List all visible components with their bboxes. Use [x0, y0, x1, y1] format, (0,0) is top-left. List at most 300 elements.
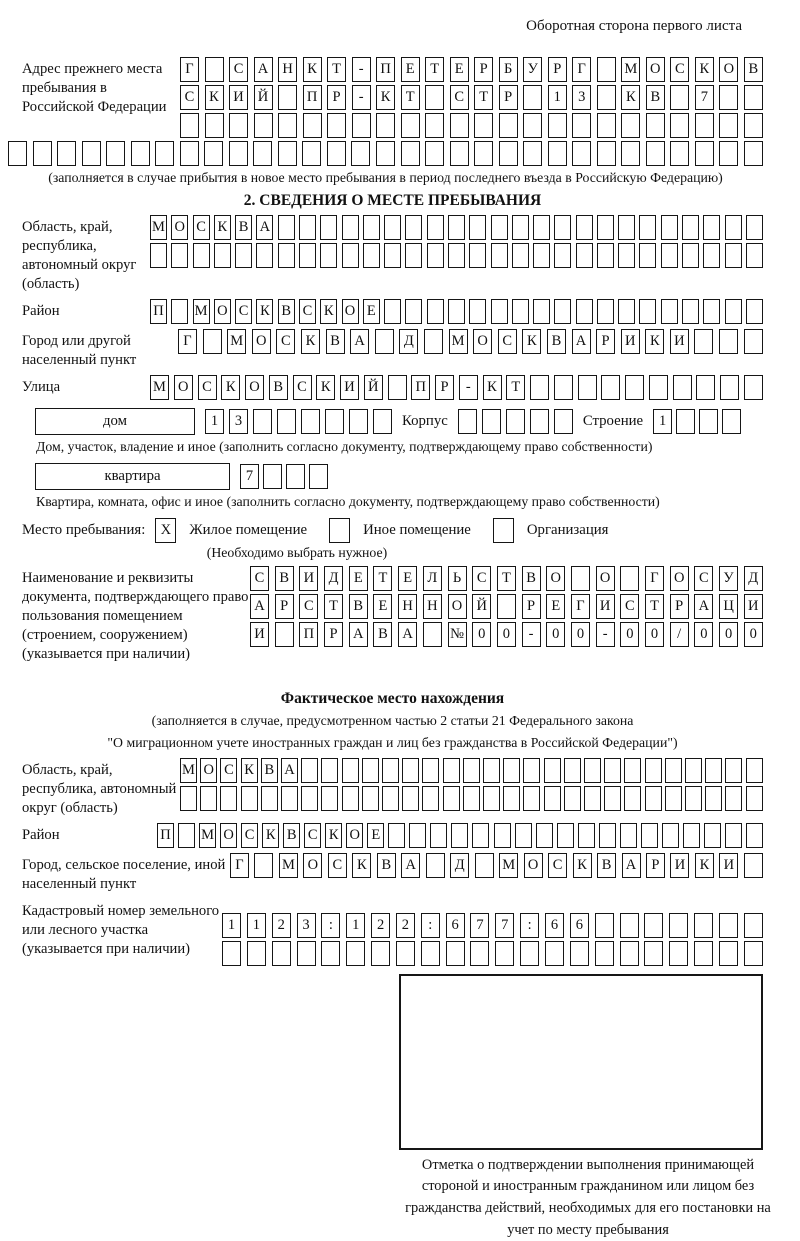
char-box: Р [646, 853, 665, 878]
char-box: М [150, 215, 167, 240]
char-box: В [278, 299, 295, 324]
option-residential-label: Жилое помещение [189, 521, 308, 538]
char-box: Р [670, 594, 689, 619]
char-box: В [275, 566, 294, 591]
char-box: С [472, 566, 491, 591]
char-box [450, 141, 469, 166]
char-box [533, 215, 550, 240]
char-box [342, 758, 359, 783]
char-box [554, 215, 571, 240]
apartment-cells [240, 464, 328, 489]
char-box: Г [572, 57, 591, 82]
char-box [448, 215, 465, 240]
char-box [703, 243, 720, 268]
char-box: К [214, 215, 231, 240]
char-box [301, 786, 318, 811]
char-box [482, 409, 501, 434]
char-box: Р [499, 85, 518, 110]
char-box: Е [373, 594, 392, 619]
prev-address-label: Адрес прежнего места пребывания в Российской Федерации [22, 61, 167, 115]
char-box [646, 113, 665, 138]
char-box [523, 141, 542, 166]
actual-region-field [22, 758, 800, 818]
char-box: С [498, 329, 517, 354]
char-box [430, 823, 447, 848]
char-row [180, 786, 763, 811]
char-row [230, 853, 763, 878]
char-box [746, 786, 763, 811]
char-box: Б [499, 57, 518, 82]
char-box [229, 141, 248, 166]
char-box [695, 141, 714, 166]
char-box [106, 141, 125, 166]
char-box: А [572, 329, 591, 354]
stroenie-label: Строение [582, 412, 644, 429]
char-box [424, 329, 443, 354]
char-box: И [621, 329, 640, 354]
char-box: 1 [548, 85, 567, 110]
char-box: С [241, 823, 258, 848]
char-box [33, 141, 52, 166]
stamp-box [399, 974, 763, 1150]
char-box [564, 758, 581, 783]
char-box [506, 409, 525, 434]
char-box: М [150, 375, 169, 400]
char-box [277, 409, 296, 434]
char-box [278, 85, 297, 110]
char-box [682, 215, 699, 240]
char-box: К [621, 85, 640, 110]
char-box [544, 758, 561, 783]
char-box [665, 786, 682, 811]
char-box [220, 786, 237, 811]
char-box: Т [497, 566, 516, 591]
char-box: П [157, 823, 174, 848]
char-box [351, 141, 370, 166]
char-row [250, 622, 763, 647]
char-box [661, 215, 678, 240]
char-box: В [597, 853, 616, 878]
char-box: И [340, 375, 359, 400]
char-box [475, 853, 494, 878]
char-box: В [377, 853, 396, 878]
char-box [491, 243, 508, 268]
char-box: К [262, 823, 279, 848]
house-row [35, 408, 800, 435]
char-box: К [316, 375, 335, 400]
char-box: В [326, 329, 345, 354]
char-box [682, 243, 699, 268]
char-box: 7 [495, 913, 514, 938]
char-box: Д [744, 566, 763, 591]
char-box [388, 375, 407, 400]
char-box: В [744, 57, 763, 82]
char-box [320, 243, 337, 268]
char-box [571, 566, 590, 591]
char-box [645, 758, 662, 783]
stamp-area [399, 974, 779, 1241]
char-box: Д [324, 566, 343, 591]
char-box: О [473, 329, 492, 354]
char-box: К [376, 85, 395, 110]
char-box [719, 141, 738, 166]
char-box: И [670, 329, 689, 354]
char-box: О [245, 375, 264, 400]
char-box [150, 243, 167, 268]
char-box: К [241, 758, 258, 783]
char-box [670, 113, 689, 138]
char-box: К [645, 329, 664, 354]
char-row [180, 57, 763, 82]
char-box [376, 141, 395, 166]
char-box: Р [474, 57, 493, 82]
char-box: О [252, 329, 271, 354]
char-box [639, 299, 656, 324]
char-box: С [235, 299, 252, 324]
char-box: О [220, 823, 237, 848]
district-label: Район [22, 302, 60, 319]
char-box: О [448, 594, 467, 619]
char-box: Г [645, 566, 664, 591]
char-box [641, 823, 658, 848]
char-box [446, 941, 465, 966]
region-field [22, 215, 800, 294]
char-box: 2 [371, 913, 390, 938]
char-box: 0 [472, 622, 491, 647]
char-box [253, 409, 272, 434]
char-box [523, 786, 540, 811]
char-box [405, 215, 422, 240]
char-box: 0 [497, 622, 516, 647]
char-box: О [174, 375, 193, 400]
char-box: О [303, 853, 322, 878]
char-box [744, 853, 763, 878]
char-box [649, 375, 668, 400]
char-box [278, 141, 297, 166]
char-box [744, 141, 763, 166]
char-box [256, 243, 273, 268]
char-box [523, 85, 542, 110]
char-box [499, 141, 518, 166]
char-box [744, 941, 763, 966]
char-box: Е [349, 566, 368, 591]
char-box [584, 786, 601, 811]
char-box [719, 113, 738, 138]
char-box [321, 786, 338, 811]
char-box: 0 [694, 622, 713, 647]
char-box [193, 243, 210, 268]
char-box [570, 941, 589, 966]
char-box [474, 141, 493, 166]
char-box [597, 57, 616, 82]
char-box: С [299, 594, 318, 619]
char-box [572, 113, 591, 138]
char-box: В [349, 594, 368, 619]
char-box: К [483, 375, 502, 400]
char-box [512, 243, 529, 268]
char-box [705, 786, 722, 811]
char-box [554, 375, 573, 400]
char-box [401, 113, 420, 138]
char-box [321, 758, 338, 783]
char-box [362, 758, 379, 783]
char-box [474, 113, 493, 138]
char-box [557, 823, 574, 848]
char-box [469, 215, 486, 240]
char-box: В [261, 758, 278, 783]
char-box [200, 786, 217, 811]
region-label: Область, край, республика, автономный округ (область) [22, 219, 137, 292]
char-box [725, 786, 742, 811]
char-box [286, 464, 305, 489]
char-box: Т [506, 375, 525, 400]
char-box: А [250, 594, 269, 619]
char-box: И [744, 594, 763, 619]
char-box [384, 215, 401, 240]
char-row [250, 594, 763, 619]
char-box [263, 464, 282, 489]
char-box [604, 758, 621, 783]
char-box [699, 409, 718, 434]
char-box [402, 758, 419, 783]
char-box [363, 215, 380, 240]
char-box [376, 113, 395, 138]
char-box [235, 243, 252, 268]
char-box: С [299, 299, 316, 324]
char-box [423, 622, 442, 647]
char-box: Р [596, 329, 615, 354]
checkbox-other-premises [329, 518, 350, 543]
char-box [578, 375, 597, 400]
char-box: Т [425, 57, 444, 82]
char-box: С [229, 57, 248, 82]
char-box: 1 [222, 913, 241, 938]
char-box [214, 243, 231, 268]
char-box [321, 941, 340, 966]
char-box [624, 786, 641, 811]
char-box [746, 823, 763, 848]
char-box: Н [398, 594, 417, 619]
char-box [719, 329, 738, 354]
char-box [425, 113, 444, 138]
char-box [483, 758, 500, 783]
char-box [254, 113, 273, 138]
char-box [536, 823, 553, 848]
city-label: Город или другой населенный пункт [22, 332, 137, 368]
checkbox-organization [493, 518, 514, 543]
street-field [22, 375, 800, 400]
stamp-caption: Отметка о подтверждении выполнения принимающей стороной и иностранным гражданином или лицом без гражданства действий, необходимых для его постановки на учет по месту пребывания [405, 1156, 771, 1238]
char-box [275, 622, 294, 647]
char-box [682, 299, 699, 324]
char-box: О [214, 299, 231, 324]
char-box [604, 786, 621, 811]
char-box [171, 299, 188, 324]
char-box [205, 57, 224, 82]
char-box [299, 243, 316, 268]
actual-location-note-1: (заполняется в случае, предусмотренном частью 2 статьи 21 Федерального закона [151, 712, 634, 728]
document-label: Наименование и реквизиты документа, подтверждающего право пользования помещением (строением, сооружением) (указывается при наличии) [22, 569, 249, 662]
stay-type-label: Место пребывания: [22, 521, 146, 538]
char-box: 7 [695, 85, 714, 110]
char-box: Д [399, 329, 418, 354]
char-box [373, 409, 392, 434]
char-box [483, 786, 500, 811]
char-box: Р [275, 594, 294, 619]
char-box [278, 113, 297, 138]
char-box [427, 243, 444, 268]
char-box [503, 786, 520, 811]
char-row-full-width [8, 141, 763, 166]
char-box: Г [230, 853, 249, 878]
char-box: : [421, 913, 440, 938]
char-box [472, 823, 489, 848]
char-box: - [352, 85, 371, 110]
char-box [422, 758, 439, 783]
char-box [301, 409, 320, 434]
char-box: А [349, 622, 368, 647]
cadastral-label: Кадастровый номер земельного или лесного участка (указывается при наличии) [22, 902, 220, 957]
char-box [382, 786, 399, 811]
char-box: А [401, 853, 420, 878]
char-box: О [719, 57, 738, 82]
char-box: У [523, 57, 542, 82]
char-row [180, 85, 763, 110]
char-box [746, 299, 763, 324]
char-box: А [350, 329, 369, 354]
char-row [180, 758, 763, 783]
char-box: 7 [240, 464, 259, 489]
char-box: А [398, 622, 417, 647]
char-box: О [524, 853, 543, 878]
char-box: Ь [448, 566, 467, 591]
char-box [670, 85, 689, 110]
char-box: Р [324, 622, 343, 647]
char-box: Г [178, 329, 197, 354]
char-box [685, 758, 702, 783]
char-box: В [269, 375, 288, 400]
char-box [254, 853, 273, 878]
char-box [421, 941, 440, 966]
char-box: Т [373, 566, 392, 591]
char-box [82, 141, 101, 166]
char-box [443, 758, 460, 783]
char-box [669, 913, 688, 938]
char-box [247, 941, 266, 966]
char-box: В [283, 823, 300, 848]
char-box [548, 141, 567, 166]
char-box: П [299, 622, 318, 647]
char-box [744, 329, 763, 354]
char-box [683, 823, 700, 848]
char-box: Г [180, 57, 199, 82]
char-box [422, 786, 439, 811]
char-box [342, 243, 359, 268]
prev-address-grid [180, 57, 763, 138]
checkbox-residential: X [155, 518, 176, 543]
char-box: Т [324, 594, 343, 619]
document-grid [250, 566, 763, 647]
char-box: 7 [470, 913, 489, 938]
char-box [204, 141, 223, 166]
char-box [620, 941, 639, 966]
char-box [363, 243, 380, 268]
char-row [150, 243, 763, 268]
char-box: 1 [653, 409, 672, 434]
char-box: С [180, 85, 199, 110]
char-row [222, 913, 763, 938]
stay-type-row [22, 518, 800, 543]
char-box [320, 215, 337, 240]
char-box: К [325, 823, 342, 848]
char-box: 6 [545, 913, 564, 938]
char-box: 1 [247, 913, 266, 938]
char-box [520, 941, 539, 966]
district-field [22, 299, 800, 324]
char-box [278, 215, 295, 240]
char-box [401, 141, 420, 166]
char-box: 2 [272, 913, 291, 938]
actual-city-field [22, 853, 800, 894]
char-row [178, 329, 763, 354]
char-box [261, 786, 278, 811]
char-box: Ц [719, 594, 738, 619]
char-box [618, 243, 635, 268]
char-box [625, 375, 644, 400]
char-box: Е [367, 823, 384, 848]
apartment-label: квартира [104, 467, 161, 484]
char-box [342, 786, 359, 811]
char-box [494, 823, 511, 848]
char-box: Т [474, 85, 493, 110]
char-box: 0 [744, 622, 763, 647]
char-box [704, 823, 721, 848]
char-box: 0 [571, 622, 590, 647]
char-box: М [279, 853, 298, 878]
char-box: 6 [446, 913, 465, 938]
char-box: 1 [346, 913, 365, 938]
char-box [719, 85, 738, 110]
char-box: М [199, 823, 216, 848]
char-box [744, 375, 763, 400]
char-box: О [546, 566, 565, 591]
char-box: Д [450, 853, 469, 878]
char-box [497, 594, 516, 619]
char-box [396, 941, 415, 966]
char-box: П [376, 57, 395, 82]
char-box: 2 [396, 913, 415, 938]
prev-address-note: (заполняется в случае прибытия в новое место пребывания в период последнего въезда в Российскую Федерацию) [48, 170, 723, 185]
char-box [272, 941, 291, 966]
char-box [427, 299, 444, 324]
char-box [371, 941, 390, 966]
char-box [722, 409, 741, 434]
char-box [670, 141, 689, 166]
actual-city-label: Город, сельское поселение, иной населенный пункт [22, 856, 226, 892]
char-box: В [522, 566, 541, 591]
city-field [22, 329, 800, 370]
char-box [503, 758, 520, 783]
char-box: О [342, 299, 359, 324]
char-box [564, 786, 581, 811]
char-box: П [303, 85, 322, 110]
house-number-cells [205, 409, 392, 434]
char-box [694, 913, 713, 938]
char-box [673, 375, 692, 400]
char-box: С [450, 85, 469, 110]
char-box [597, 243, 614, 268]
char-box [131, 141, 150, 166]
